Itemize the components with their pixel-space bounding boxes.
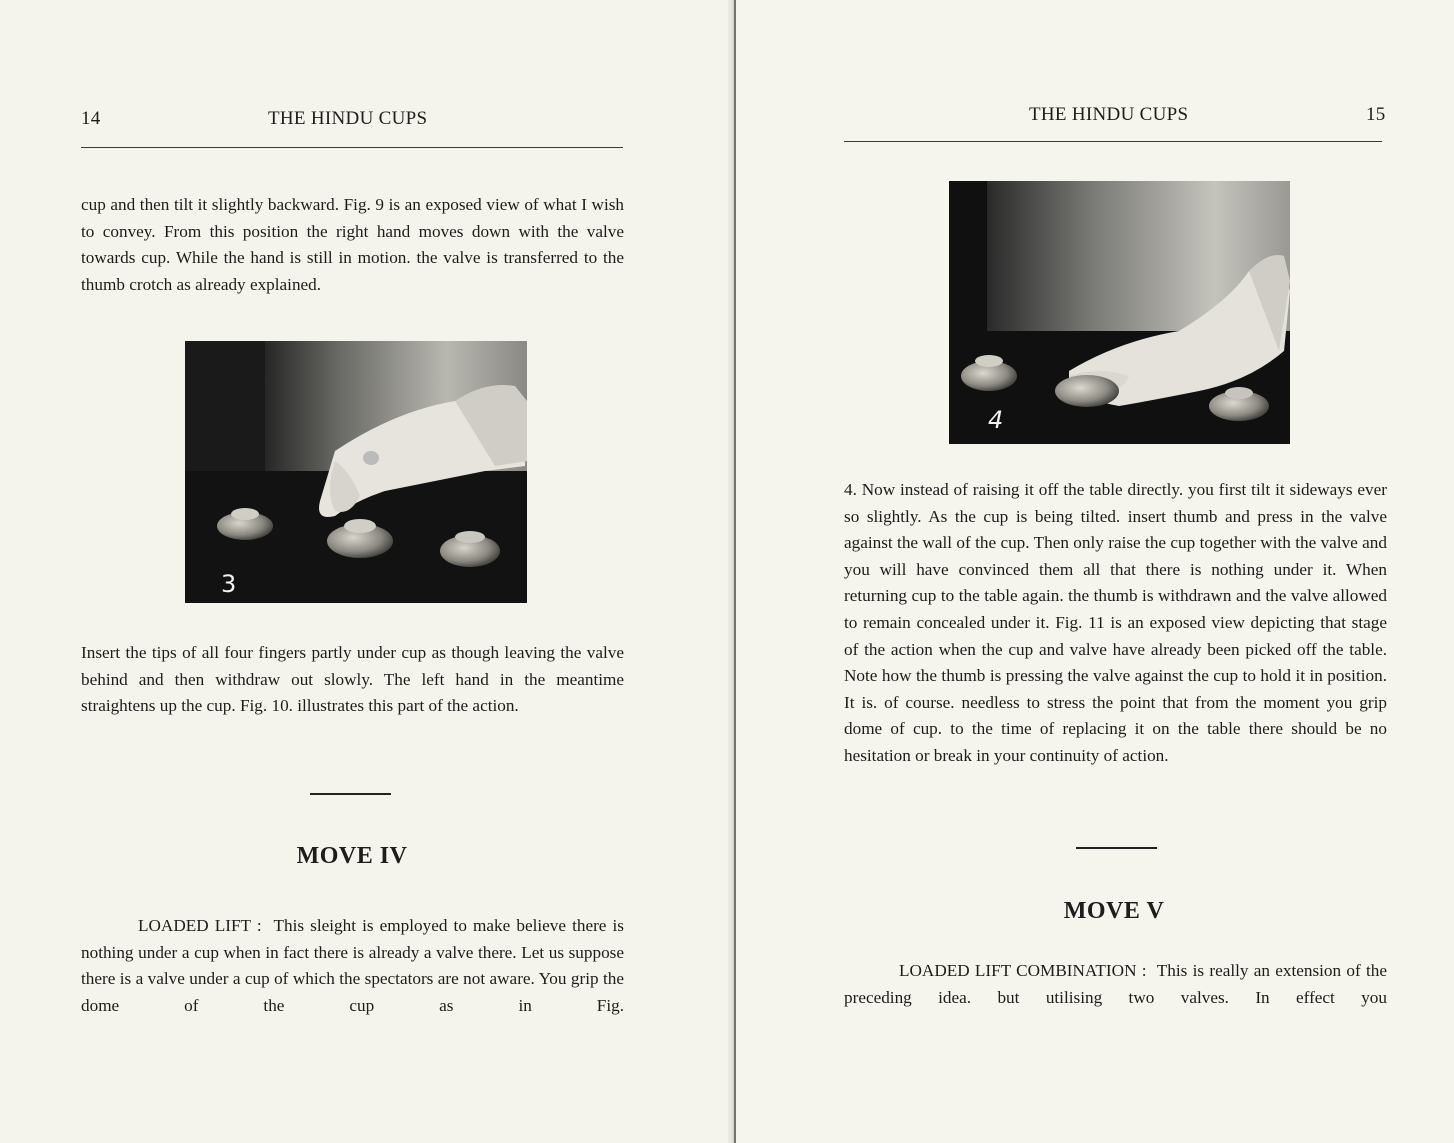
figure-photo-4 [949,181,1290,444]
paragraph-body: This is really an extension of the preceding idea. but utilising two valves. In effect you [844,961,1387,1007]
section-heading: MOVE IV [296,843,408,869]
running-head: THE HINDU CUPS [1029,104,1189,125]
photo-illustration [949,181,1290,444]
paragraph: 4. Now instead of raising it off the table directly. you first tilt it sideways ever so slightly. As the cup is being tilted. insert thumb and press in the valve against the wall of the cup. Then only raise the cup together with the valve and you will have convinced them all that there is nothing under it. When returning cup to the table again. the thumb is withdrawn and the valve allowed to remain concealed under it. Fig. 11 is an exposed view depicting that stage of the action when the cup and valve have already been picked off the table. Note how the thumb is pressing the valve against the cup to hold it in position. It is. of course. needless to stress the point that from the moment you grip dome of cup. to the time of replacing it on the table there should be no hesitation or break in your continuity of action. [844,480,1387,765]
paragraph-body: This sleight is employed to make believe there is nothing under a cup when in fact there is already a valve there. Let us suppose there is a valve under a cup of which the spectators are not aware. You grip the dome of the cup as in Fig. [81,916,624,1015]
header-rule [81,147,623,148]
section-heading: MOVE V [1063,898,1165,924]
section-divider [1076,847,1157,849]
page-number: 15 [1366,104,1386,125]
figure-label: 3 [221,570,237,598]
paragraph [844,958,1387,1011]
photo-illustration [185,341,527,603]
right-page [736,0,1454,1143]
section-divider [310,793,391,795]
paragraph-lead: LOADED LIFT : [138,916,262,935]
header-rule [844,141,1382,142]
paragraph [81,913,624,1019]
figure-label: 4 [988,406,1004,434]
paragraph: cup and then tilt it slightly backward. Fig. 9 is an exposed view of what I wish to convey. From this position the right hand moves down with the valve towards cup. While the hand is still in motion. the valve is transferred to the thumb crotch as already explained. [81,195,624,294]
page-number: 14 [81,108,101,129]
paragraph: Insert the tips of all four fingers partly under cup as though leaving the valve behind and then withdraw out slowly. The left hand in the meantime straightens up the cup. Fig. 10. illustrates this part of the action. [81,643,624,716]
running-head: THE HINDU CUPS [268,108,428,129]
paragraph-lead: LOADED LIFT COMBINATION : [899,961,1147,980]
figure-photo-3 [185,341,527,603]
